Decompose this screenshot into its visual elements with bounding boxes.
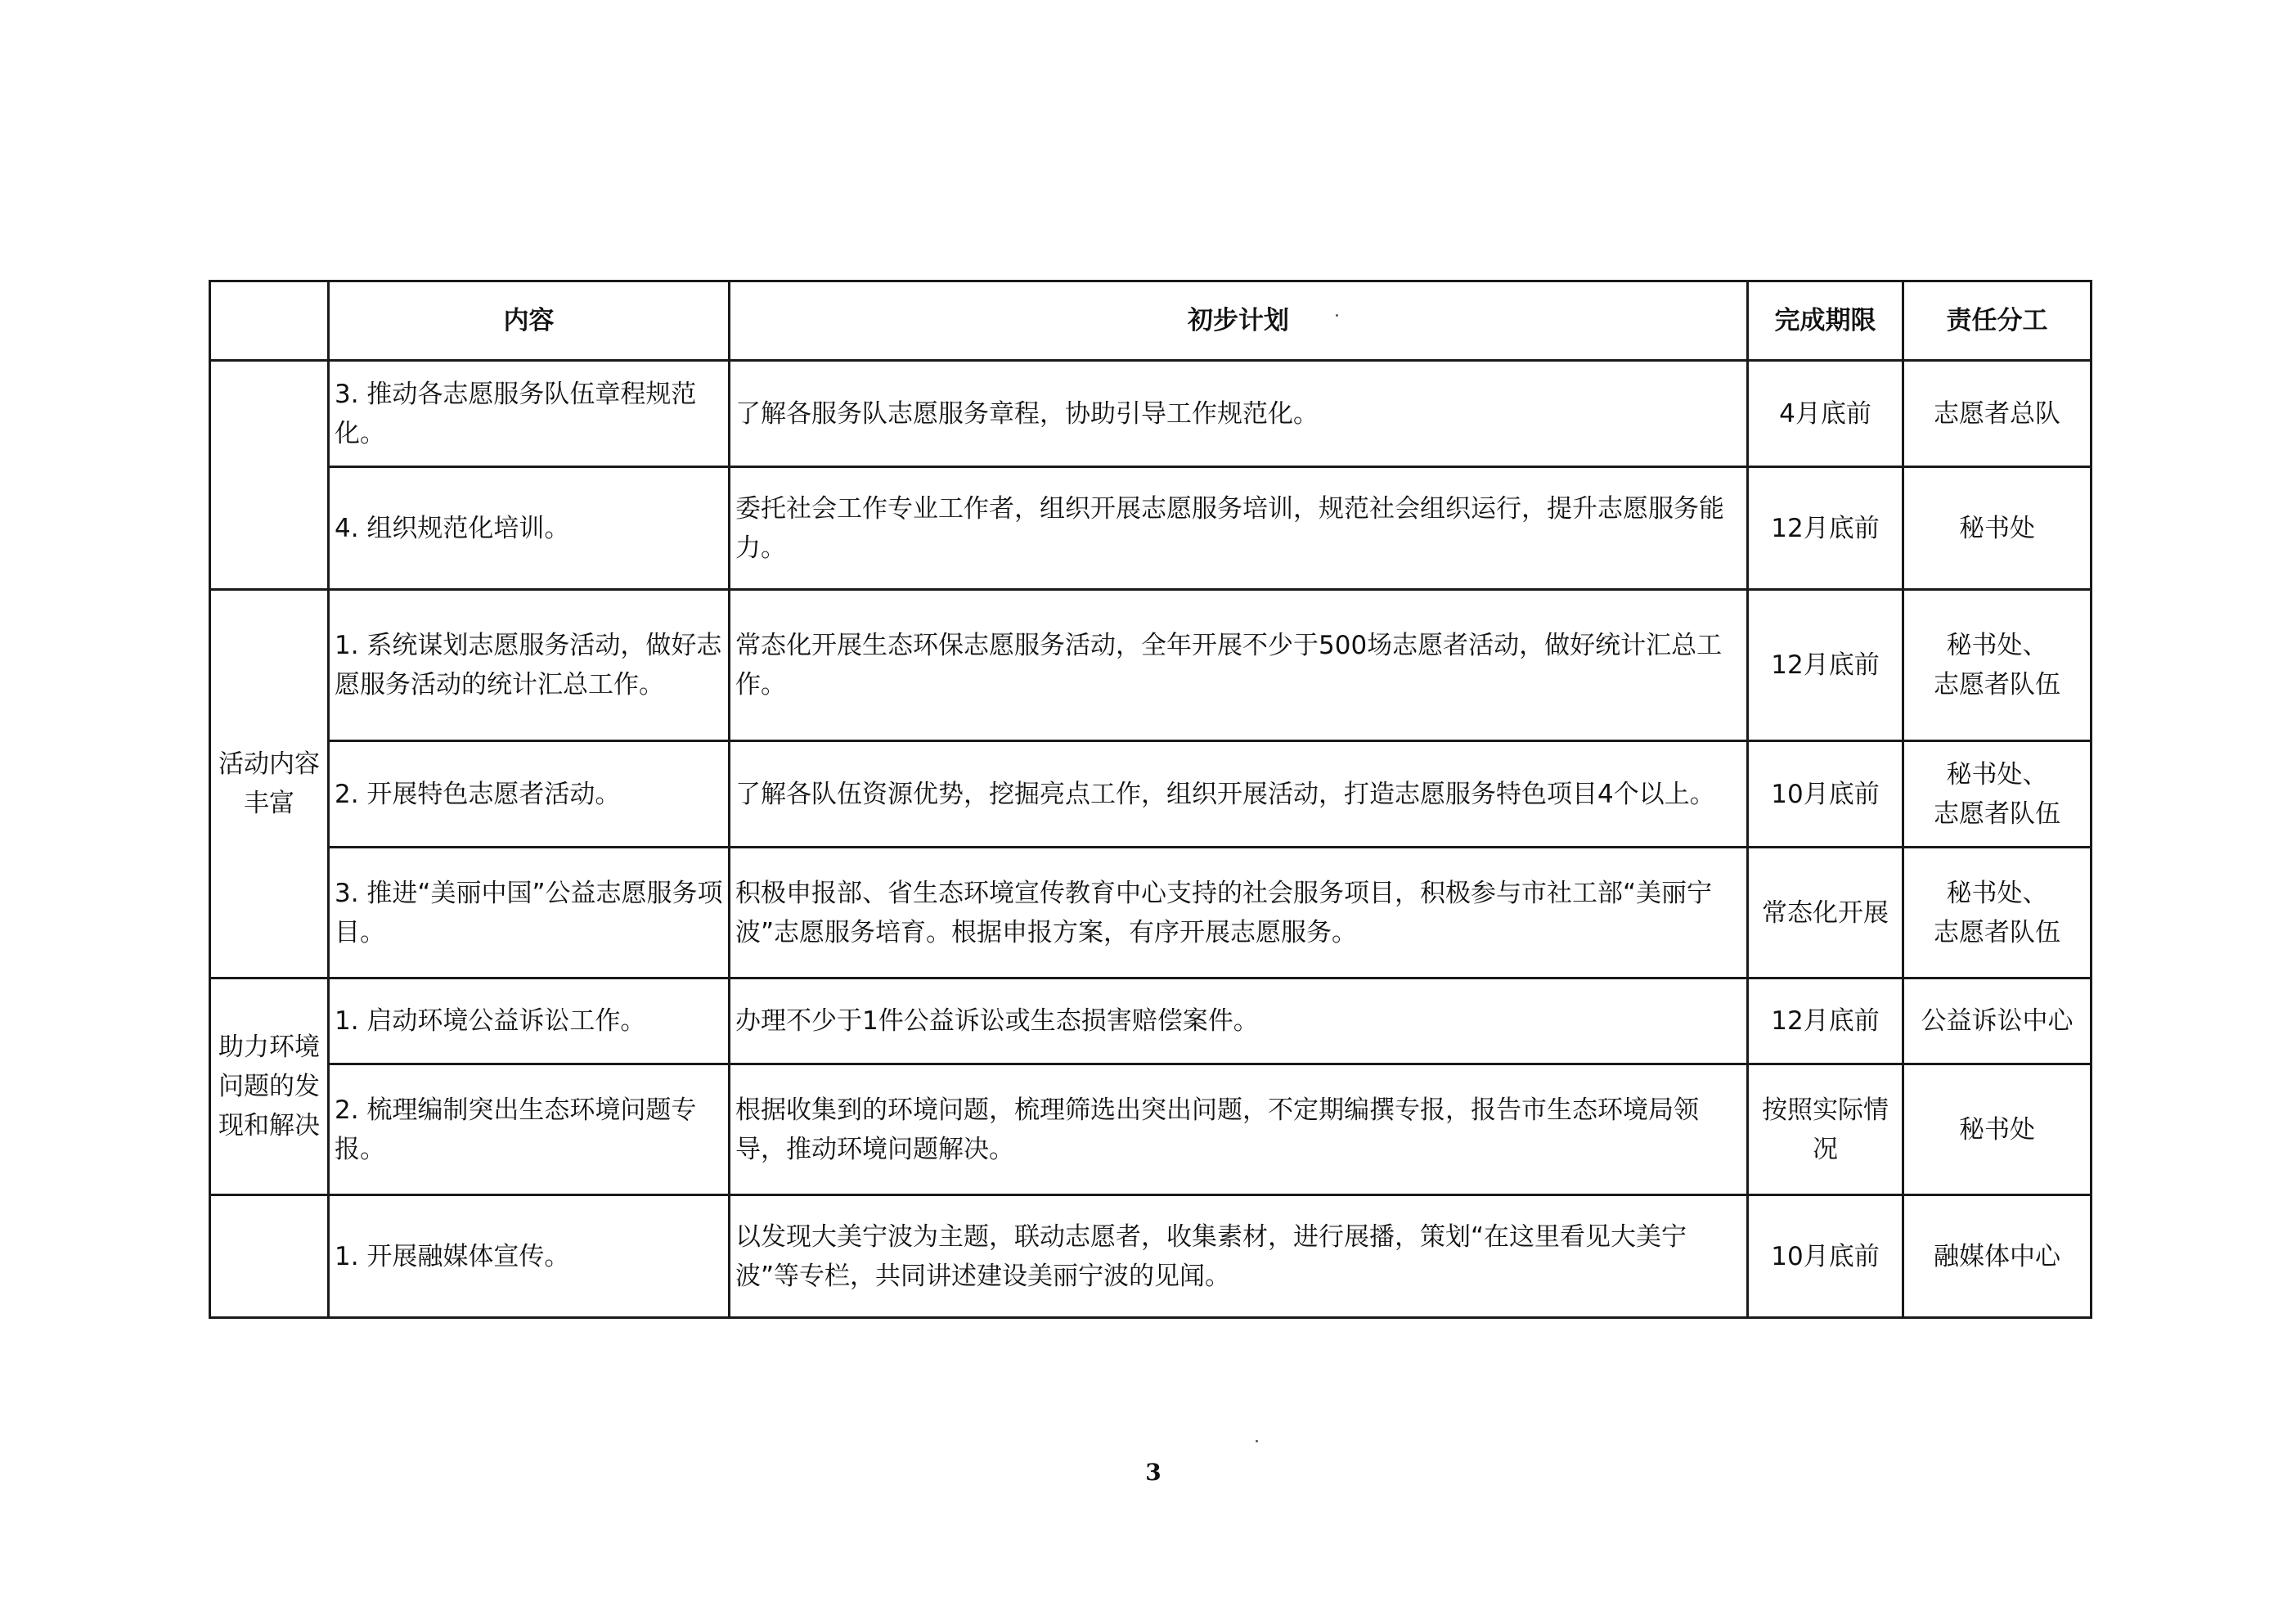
page-number: 3 xyxy=(1145,1459,1161,1486)
owner-cell xyxy=(1903,848,2092,978)
owner-cell xyxy=(1903,978,2092,1064)
category-cell xyxy=(210,1195,329,1318)
content-cell: 3. 推动各志愿服务队伍章程规范化。 xyxy=(329,361,730,467)
owner-line: 志愿者队伍 xyxy=(1934,799,2060,829)
content-cell: 3. 推进“美丽中国”公益志愿服务项目。 xyxy=(329,848,730,978)
table-row xyxy=(210,1195,2092,1318)
plan-cell: 根据收集到的环境问题，梳理筛选出突出问题，不定期编撰专报，报告市生态环境局领导，推动环境问题解决。 xyxy=(730,1064,1748,1195)
header-content: 内容 xyxy=(329,281,730,361)
table-row xyxy=(210,361,2092,467)
owner-cell xyxy=(1903,467,2092,590)
content-cell: 1. 启动环境公益诉讼工作。 xyxy=(329,978,730,1064)
owner-line: 公益诉讼中心 xyxy=(1921,1006,2074,1036)
header-category xyxy=(210,281,329,361)
owner-line: 秘书处 xyxy=(1959,1114,2035,1145)
deadline-cell: 12月底前 xyxy=(1748,978,1903,1064)
plan-cell: 了解各队伍资源优势，挖掘亮点工作，组织开展活动，打造志愿服务特色项目4个以上。 xyxy=(730,741,1748,848)
plan-cell: 常态化开展生态环保志愿服务活动，全年开展不少于500场志愿者活动，做好统计汇总工作。 xyxy=(730,590,1748,741)
deadline-cell: 12月底前 xyxy=(1748,467,1903,590)
deadline-cell: 10月底前 xyxy=(1748,1195,1903,1318)
content-cell: 1. 系统谋划志愿服务活动，做好志愿服务活动的统计汇总工作。 xyxy=(329,590,730,741)
scan-speck xyxy=(1336,314,1338,317)
owner-cell xyxy=(1903,361,2092,467)
header-owner: 责任分工 xyxy=(1903,281,2092,361)
owner-line: 融媒体中心 xyxy=(1934,1241,2060,1271)
header-plan: 初步计划 xyxy=(730,281,1748,361)
scan-speck xyxy=(1256,1440,1258,1442)
table-header-row xyxy=(210,281,2092,361)
owner-line: 志愿者队伍 xyxy=(1934,670,2060,700)
owner-line: 秘书处、 xyxy=(1946,878,2048,908)
category-cell xyxy=(210,361,329,590)
deadline-cell: 常态化开展 xyxy=(1748,848,1903,978)
plan-cell: 积极申报部、省生态环境宣传教育中心支持的社会服务项目，积极参与市社工部“美丽宁波”志愿服务培育。根据申报方案，有序开展志愿服务。 xyxy=(730,848,1748,978)
owner-cell xyxy=(1903,1195,2092,1318)
owner-line: 秘书处、 xyxy=(1946,631,2048,660)
owner-line: 秘书处、 xyxy=(1946,759,2048,790)
header-deadline: 完成期限 xyxy=(1748,281,1903,361)
content-cell: 2. 开展特色志愿者活动。 xyxy=(329,741,730,848)
table-row xyxy=(210,848,2092,978)
plan-cell: 了解各服务队志愿服务章程，协助引导工作规范化。 xyxy=(730,361,1748,467)
owner-cell xyxy=(1903,590,2092,741)
work-plan-table xyxy=(209,280,2092,1319)
deadline-cell: 按照实际情况 xyxy=(1748,1064,1903,1195)
content-cell: 2. 梳理编制突出生态环境问题专报。 xyxy=(329,1064,730,1195)
owner-cell xyxy=(1903,1064,2092,1195)
owner-line: 志愿者队伍 xyxy=(1934,917,2060,947)
deadline-cell: 12月底前 xyxy=(1748,590,1903,741)
content-cell: 4. 组织规范化培训。 xyxy=(329,467,730,590)
deadline-cell: 4月底前 xyxy=(1748,361,1903,467)
table-row xyxy=(210,590,2092,741)
table-row xyxy=(210,741,2092,848)
owner-cell xyxy=(1903,741,2092,848)
plan-cell: 委托社会工作专业工作者，组织开展志愿服务培训，规范社会组织运行，提升志愿服务能力。 xyxy=(730,467,1748,590)
content-cell: 1. 开展融媒体宣传。 xyxy=(329,1195,730,1318)
owner-line: 秘书处 xyxy=(1959,513,2035,543)
plan-cell: 办理不少于1件公益诉讼或生态损害赔偿案件。 xyxy=(730,978,1748,1064)
table-row xyxy=(210,978,2092,1064)
deadline-cell: 10月底前 xyxy=(1748,741,1903,848)
plan-cell: 以发现大美宁波为主题，联动志愿者，收集素材，进行展播，策划“在这里看见大美宁波”等专栏，共同讲述建设美丽宁波的见闻。 xyxy=(730,1195,1748,1318)
category-cell: 活动内容丰富 xyxy=(210,590,329,978)
table-row xyxy=(210,467,2092,590)
category-cell: 助力环境问题的发现和解决 xyxy=(210,978,329,1195)
table-row xyxy=(210,1064,2092,1195)
owner-line: 志愿者总队 xyxy=(1934,398,2060,429)
